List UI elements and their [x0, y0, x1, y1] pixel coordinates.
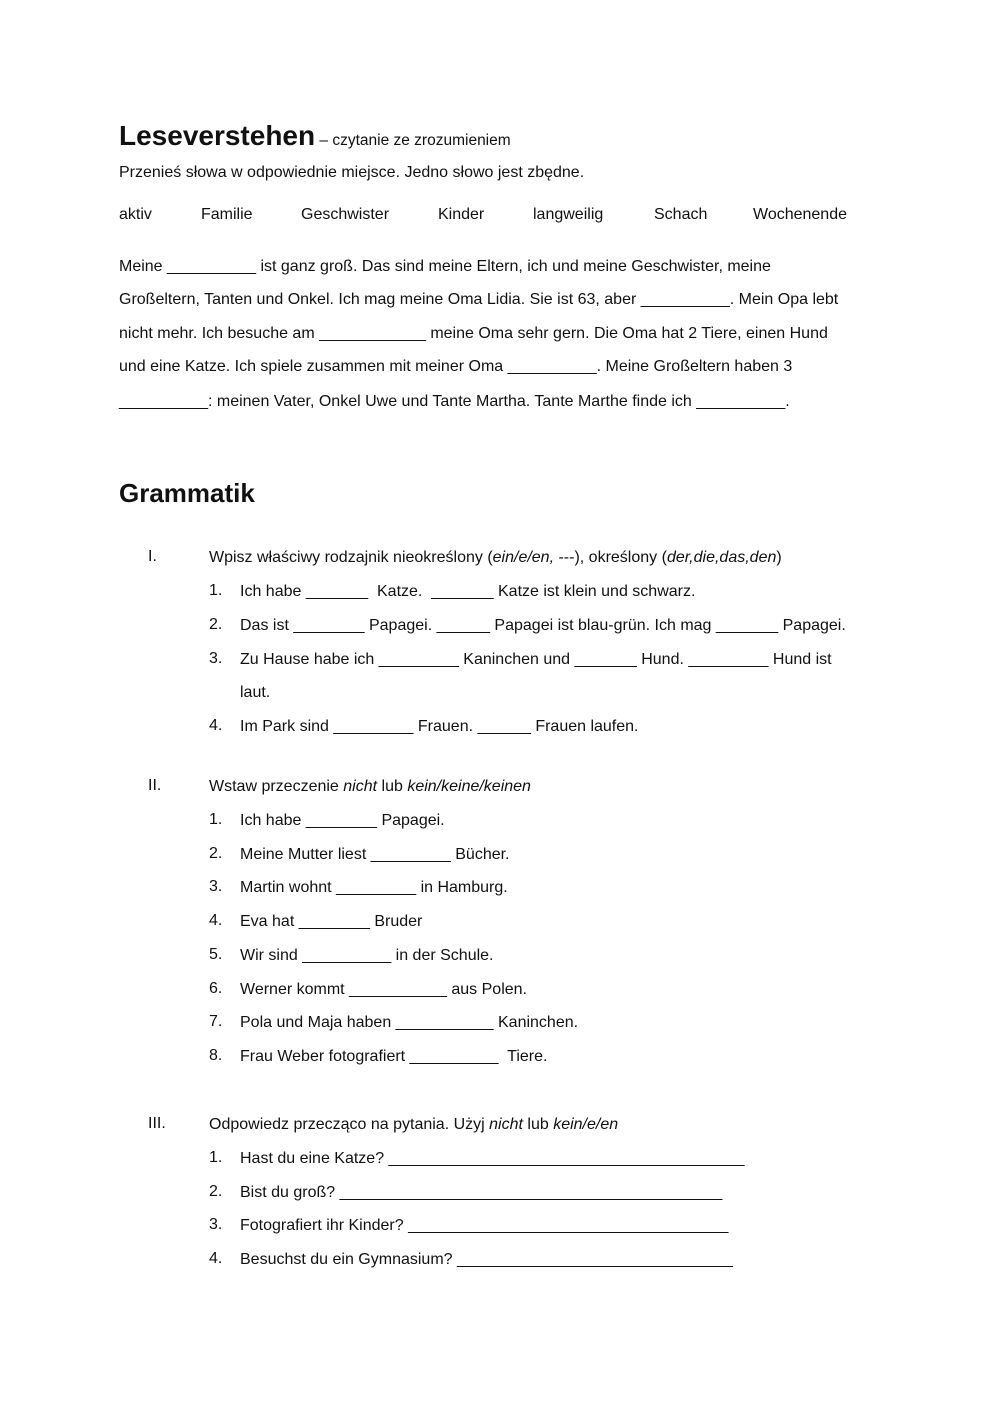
- item-number: 2.: [209, 1183, 223, 1200]
- reading-text-line: und eine Katze. Ich spiele zusammen mit meiner Oma __________. Meine Großeltern haben 3: [119, 358, 793, 375]
- item-number: 4.: [209, 1250, 223, 1267]
- word-bank-item: Geschwister: [301, 206, 390, 223]
- word-bank-item: aktiv: [119, 206, 152, 223]
- reading-text-line: Großeltern, Tanten und Onkel. Ich mag meine Oma Lidia. Sie ist 63, aber __________. Mein Opa lebt: [119, 291, 839, 308]
- exercise-item: Meine Mutter liest _________ Bücher.: [240, 846, 510, 863]
- section-instruction: Odpowiedz przecząco na pytania. Użyj nicht lub kein/e/en: [209, 1116, 619, 1133]
- exercise-item: Ich habe _______ Katze. _______ Katze ist klein und schwarz.: [240, 583, 696, 600]
- word-bank-item: Schach: [654, 206, 708, 223]
- exercise-item: Fotografiert ihr Kinder? ____________________________________: [240, 1217, 729, 1234]
- item-number: 1.: [209, 582, 223, 599]
- word-bank-item: langweilig: [533, 206, 604, 223]
- reading-text-line: nicht mehr. Ich besuche am ____________ meine Oma sehr gern. Die Oma hat 2 Tiere, einen Hund: [119, 325, 828, 342]
- reading-subtitle: – czytanie ze zrozumieniem: [315, 132, 511, 149]
- reading-title: Leseverstehen: [119, 120, 316, 151]
- item-number: 3.: [209, 650, 223, 667]
- item-number: 7.: [209, 1013, 223, 1030]
- exercise-item: Bist du groß? ___________________________________________: [240, 1184, 723, 1201]
- section-number: II.: [148, 777, 162, 794]
- item-number: 1.: [209, 1149, 223, 1166]
- exercise-item: Hast du eine Katze? ________________________________________: [240, 1150, 745, 1167]
- exercise-item: Werner kommt ___________ aus Polen.: [240, 981, 527, 998]
- exercise-item: Im Park sind _________ Frauen. ______ Frauen laufen.: [240, 718, 639, 735]
- section-number: III.: [148, 1115, 166, 1132]
- word-bank-item: Familie: [201, 206, 253, 223]
- exercise-item: Martin wohnt _________ in Hamburg.: [240, 879, 508, 896]
- item-number: 2.: [209, 845, 223, 862]
- grammar-title: Grammatik: [119, 478, 255, 508]
- exercise-item: Zu Hause habe ich _________ Kaninchen und _______ Hund. _________ Hund ist: [240, 651, 832, 668]
- item-number: 2.: [209, 616, 223, 633]
- exercise-item: Eva hat ________ Bruder: [240, 913, 423, 930]
- item-number: 3.: [209, 878, 223, 895]
- word-bank-item: Wochenende: [753, 206, 847, 223]
- exercise-item: Pola und Maja haben ___________ Kaninchen.: [240, 1014, 579, 1031]
- word-bank-item: Kinder: [438, 206, 485, 223]
- exercise-item: Wir sind __________ in der Schule.: [240, 947, 494, 964]
- item-number: 4.: [209, 717, 223, 734]
- item-number: 1.: [209, 811, 223, 828]
- item-number: 5.: [209, 946, 223, 963]
- item-number: 8.: [209, 1047, 223, 1064]
- item-number: 4.: [209, 912, 223, 929]
- reading-instruction: Przenieś słowa w odpowiednie miejsce. Jedno słowo jest zbędne.: [119, 164, 585, 181]
- exercise-item-continuation: laut.: [240, 684, 271, 701]
- item-number: 6.: [209, 980, 223, 997]
- exercise-item: Das ist ________ Papagei. ______ Papagei ist blau-grün. Ich mag _______ Papagei.: [240, 617, 846, 634]
- section-instruction: Wstaw przeczenie nicht lub kein/keine/keinen: [209, 778, 531, 795]
- section-number: I.: [148, 548, 157, 565]
- reading-heading: [119, 120, 511, 152]
- exercise-item: Ich habe ________ Papagei.: [240, 812, 445, 829]
- reading-text-line: __________: meinen Vater, Onkel Uwe und Tante Martha. Tante Marthe finde ich __________.: [119, 393, 790, 410]
- section-instruction: Wpisz właściwy rodzajnik nieokreślony (ein/e/en, ---), określony (der,die,das,den): [209, 549, 782, 566]
- item-number: 3.: [209, 1216, 223, 1233]
- exercise-item: Besuchst du ein Gymnasium? _______________________________: [240, 1251, 733, 1268]
- reading-text-line: Meine __________ ist ganz groß. Das sind meine Eltern, ich und meine Geschwister, meine: [119, 258, 771, 275]
- exercise-item: Frau Weber fotografiert __________ Tiere.: [240, 1048, 548, 1065]
